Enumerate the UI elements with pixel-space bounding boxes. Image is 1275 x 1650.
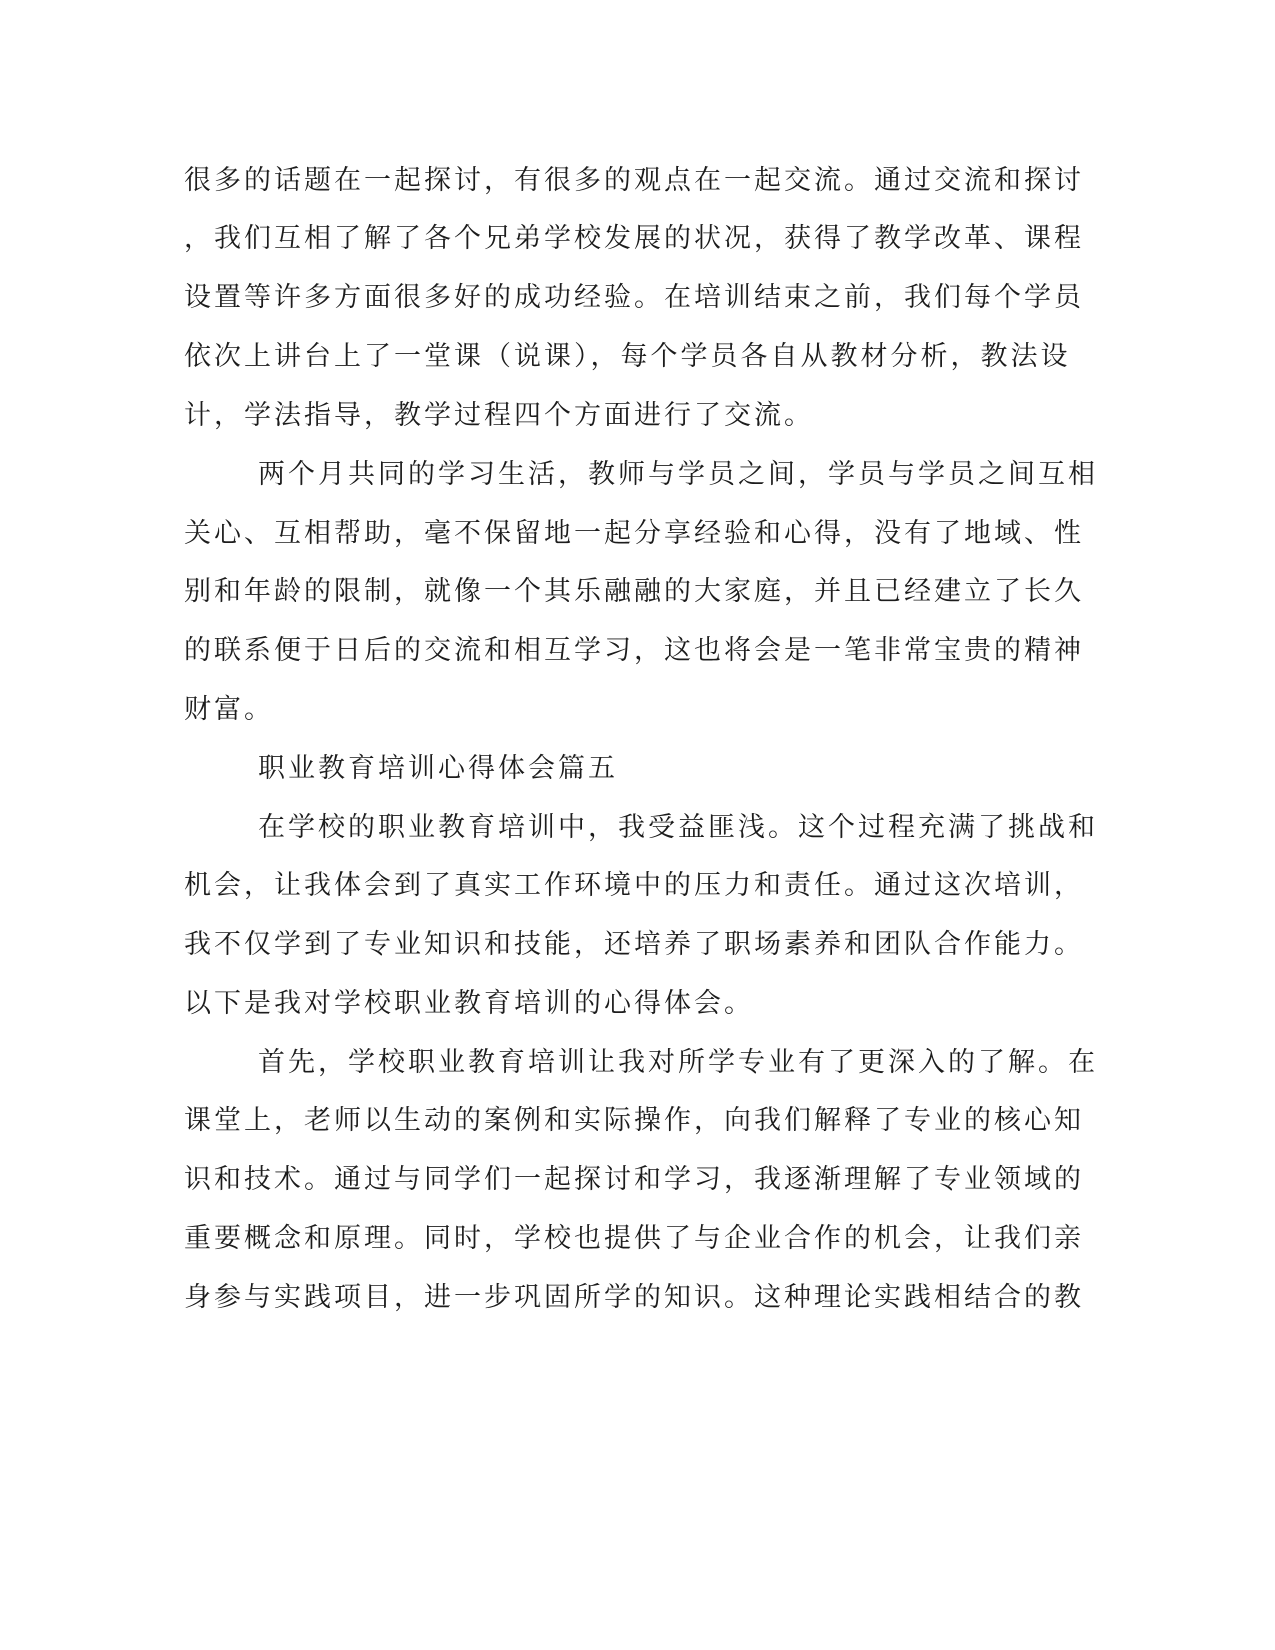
text-line: 的联系便于日后的交流和相互学习，这也将会是一笔非常宝贵的精神 xyxy=(184,635,1084,666)
text-line: 重要概念和原理。同时，学校也提供了与企业合作的机会，让我们亲 xyxy=(184,1223,1084,1254)
text-line: 身参与实践项目，进一步巩固所学的知识。这种理论实践相结合的教 xyxy=(184,1282,1084,1313)
text-line: 我不仅学到了专业知识和技能，还培养了职场素养和团队合作能力。 xyxy=(184,929,1084,960)
text-line: 以下是我对学校职业教育培训的心得体会。 xyxy=(184,988,754,1019)
text-line: 计，学法指导，教学过程四个方面进行了交流。 xyxy=(184,400,814,431)
section-heading: 职业教育培训心得体会篇五 xyxy=(258,753,618,784)
text-line: 识和技术。通过与同学们一起探讨和学习，我逐渐理解了专业领域的 xyxy=(184,1164,1084,1195)
paragraph-first-line: 两个月共同的学习生活，教师与学员之间，学员与学员之间互相 xyxy=(258,459,1098,490)
text-line: 别和年龄的限制，就像一个其乐融融的大家庭，并且已经建立了长久 xyxy=(184,576,1084,607)
text-line: ，我们互相了解了各个兄弟学校发展的状况，获得了教学改革、课程 xyxy=(184,223,1084,254)
text-line: 机会，让我体会到了真实工作环境中的压力和责任。通过这次培训， xyxy=(184,870,1084,901)
paragraph-first-line: 首先，学校职业教育培训让我对所学专业有了更深入的了解。在 xyxy=(258,1047,1098,1078)
text-line: 课堂上，老师以生动的案例和实际操作，向我们解释了专业的核心知 xyxy=(184,1105,1084,1136)
text-line: 依次上讲台上了一堂课（说课），每个学员各自从教材分析，教法设 xyxy=(184,341,1071,372)
text-line: 设置等许多方面很多好的成功经验。在培训结束之前，我们每个学员 xyxy=(184,282,1084,313)
text-line: 财富。 xyxy=(184,694,274,725)
paragraph-first-line: 在学校的职业教育培训中，我受益匪浅。这个过程充满了挑战和 xyxy=(258,812,1098,843)
text-line: 关心、互相帮助，毫不保留地一起分享经验和心得，没有了地域、性 xyxy=(184,518,1084,549)
text-line: 很多的话题在一起探讨，有很多的观点在一起交流。通过交流和探讨 xyxy=(184,165,1084,196)
